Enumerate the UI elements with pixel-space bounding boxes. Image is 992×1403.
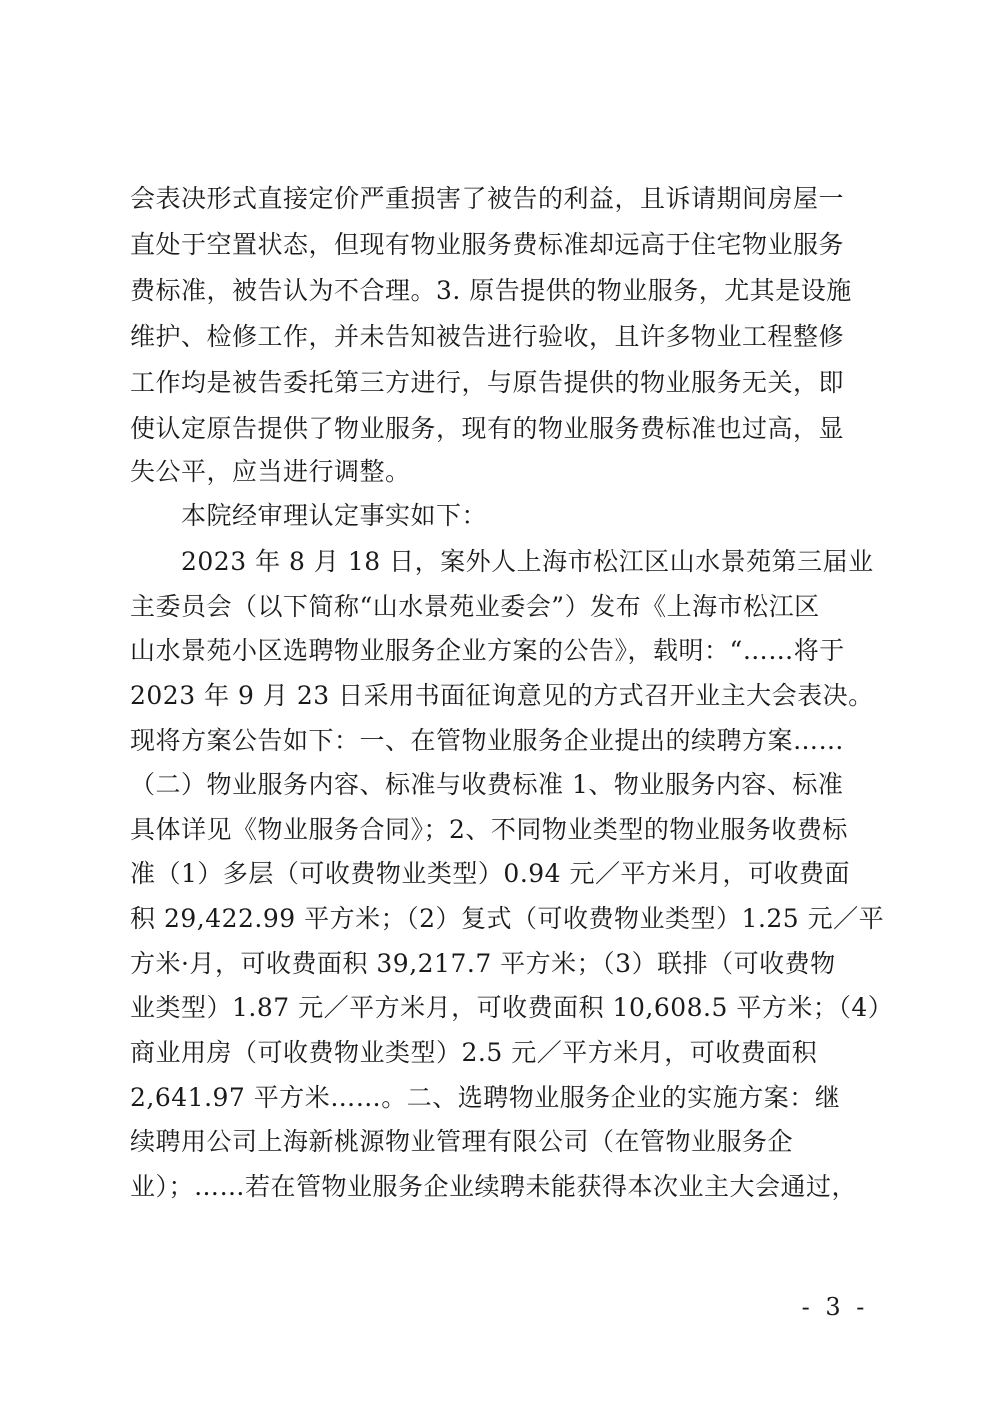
text-line: 2023 年 9 月 23 日采用书面征询意见的方式召开业主大会表决。 xyxy=(130,681,874,710)
text-line: 直处于空置状态，但现有物业服务费标准却远高于住宅物业服务 xyxy=(130,230,845,259)
text-line: 2023 年 8 月 18 日，案外人上海市松江区山水景苑第三届业 xyxy=(130,547,874,576)
text-line: 失公平，应当进行调整。 xyxy=(130,457,411,486)
text-line: 积 29,422.99 平方米；（2）复式（可收费物业类型）1.25 元／平 xyxy=(130,904,885,933)
text-line: 使认定原告提供了物业服务，现有的物业服务费标准也过高，显 xyxy=(130,414,845,443)
text-line: 准（1）多层（可收费物业类型）0.94 元／平方米月，可收费面 xyxy=(130,859,851,888)
text-line: 山水景苑小区选聘物业服务企业方案的公告》，载明：“……将于 xyxy=(130,636,845,665)
text-line: 具体详见《物业服务合同》；2、不同物业类型的物业服务收费标 xyxy=(130,815,848,844)
text-line: 费标准，被告认为不合理。3. 原告提供的物业服务，尤其是设施 xyxy=(130,276,852,305)
text-line: 现将方案公告如下：一、在管物业服务企业提出的续聘方案…… xyxy=(130,726,845,755)
text-line: 方米·月，可收费面积 39,217.7 平方米；（3）联排（可收费物 xyxy=(130,949,836,978)
text-line: 维护、检修工作，并未告知被告进行验收，且许多物业工程整修 xyxy=(130,322,845,351)
text-line: （二）物业服务内容、标准与收费标准 1、物业服务内容、标准 xyxy=(130,770,844,799)
text-line: 业类型）1.87 元／平方米月，可收费面积 10,608.5 平方米；（4） xyxy=(130,993,894,1022)
text-line: 2,641.97 平方米……。二、选聘物业服务企业的实施方案：继 xyxy=(130,1083,841,1112)
page-number: - 3 - xyxy=(801,1293,869,1321)
text-line: 会表决形式直接定价严重损害了被告的利益，且诉请期间房屋一 xyxy=(130,184,845,213)
text-line: 本院经审理认定事实如下： xyxy=(130,501,488,530)
text-line: 主委员会（以下简称“山水景苑业委会”）发布《上海市松江区 xyxy=(130,592,820,621)
text-line: 业）；……若在管物业服务企业续聘未能获得本次业主大会通过， xyxy=(130,1172,858,1201)
text-line: 续聘用公司上海新桃源物业管理有限公司（在管物业服务企 xyxy=(130,1127,794,1156)
text-line: 工作均是被告委托第三方进行，与原告提供的物业服务无关，即 xyxy=(130,368,845,397)
text-line: 商业用房（可收费物业类型）2.5 元／平方米月，可收费面积 xyxy=(130,1038,818,1067)
